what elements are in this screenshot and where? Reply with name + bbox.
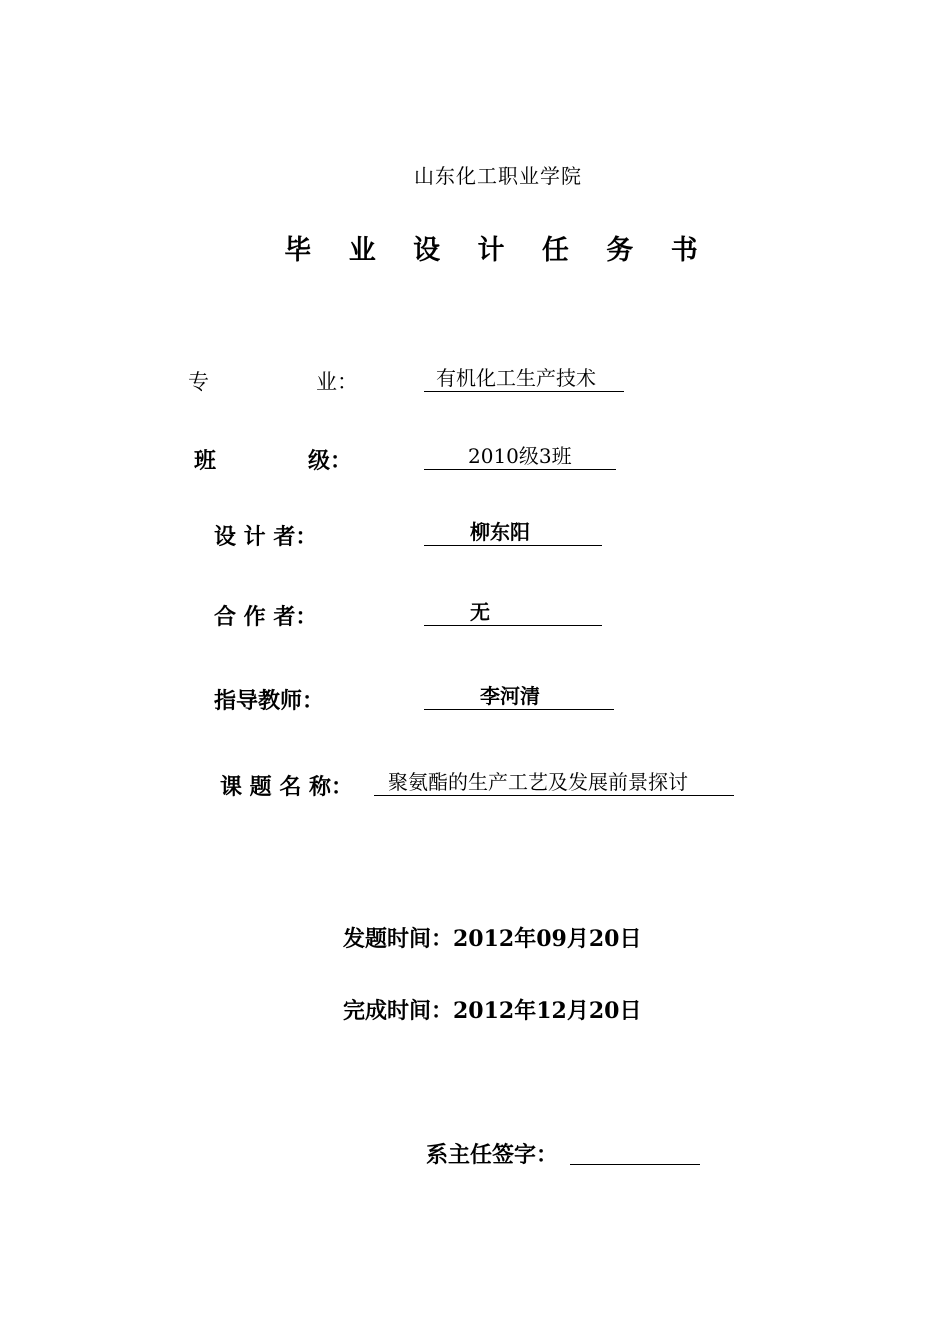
completion-date: 完成时间：2012年12月20日	[343, 998, 642, 1024]
school-name: 山东化工职业学院	[414, 164, 582, 188]
advisor-label: 指导教师：	[214, 688, 325, 714]
issue-date: 发题时间：2012年09月20日	[343, 926, 642, 952]
designer-label: 设 计 者：	[214, 524, 318, 550]
collaborator-label: 合 作 者：	[214, 604, 318, 630]
topic-label: 课 题 名 称：	[220, 774, 353, 800]
advisor-value: 李河清	[424, 684, 614, 710]
signature-label: 系主任签字：	[426, 1142, 559, 1168]
class-value: 2010级3班	[424, 444, 616, 470]
major-label-second: 业：	[316, 370, 358, 394]
signature-line	[570, 1138, 700, 1165]
topic-value: 聚氨酯的生产工艺及发展前景探讨	[374, 770, 734, 796]
major-label-first: 专	[188, 370, 209, 394]
class-label-first: 班	[194, 448, 217, 474]
document-title: 毕 业 设 计 任 务 书	[284, 235, 712, 266]
designer-value: 柳东阳	[424, 520, 602, 546]
major-value: 有机化工生产技术	[424, 366, 624, 392]
class-label-second: 级：	[308, 448, 353, 474]
collaborator-value: 无	[424, 600, 602, 626]
